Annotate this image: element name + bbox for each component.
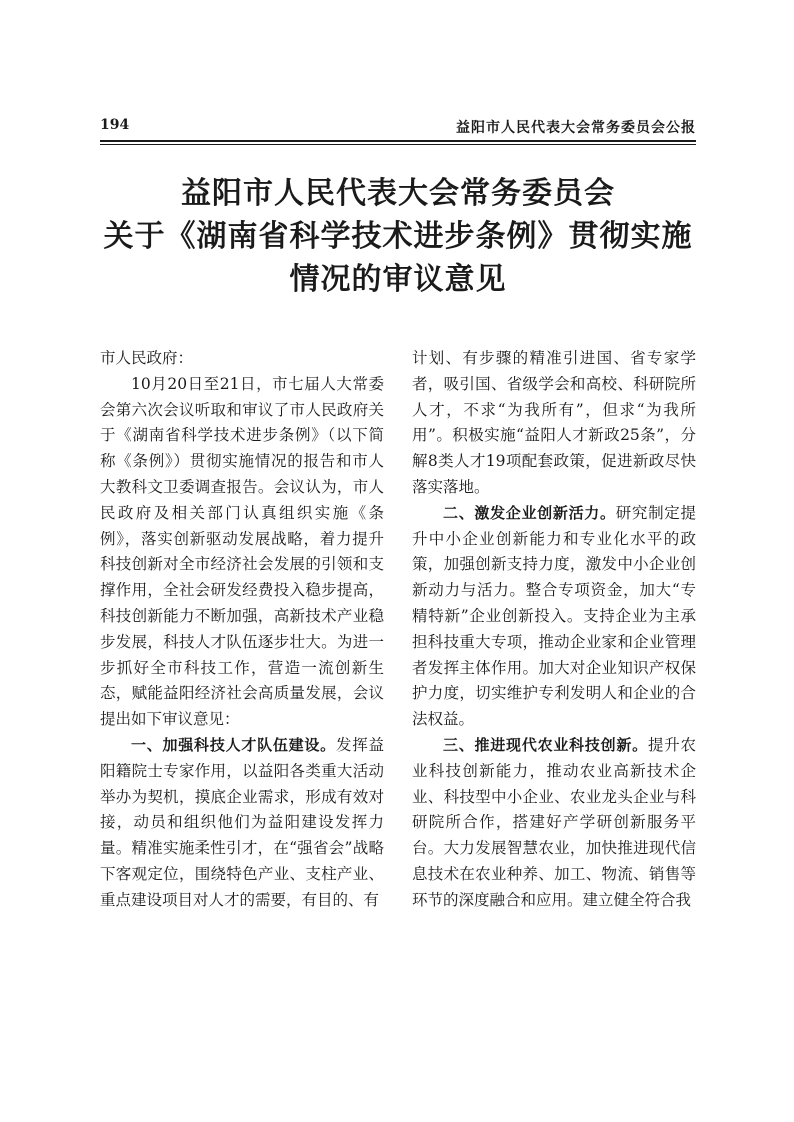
section-heading: 三、推进现代农业科技创新。 — [443, 735, 648, 754]
section-heading: 二、激发企业创新活力。 — [443, 503, 616, 522]
page-header — [100, 115, 696, 139]
title-line-1: 益阳市人民代表大会常务委员会 — [181, 176, 615, 211]
journal-title: 益阳市人民代表大会常务委员会公报 — [456, 120, 696, 136]
body-paragraph — [412, 501, 696, 733]
body-paragraph — [412, 733, 696, 914]
body-paragraph: 10月20日至21日，市七届人大常委会第六次会议听取和审议了市人民政府关于《湖南省科学技术进步条例》（以下简称《条例》）贯彻实施情况的报告和市人大教科文卫委调查报告。会议认为，市人民政府及相关部门认真组织实施《条例》，落实创新驱动发展战略，着力提升科技创新对全市经济社会发展的引领和支撑作用，全社会研发经费投入稳步提高，科技创新能力不断加强，高新技术产业稳步发展，科技人才队伍逐步壮大。为进一步抓好全市科技工作，营造一流创新生态，赋能益阳经济社会高质量发展，会议提出如下审议意见： — [100, 374, 384, 729]
body-paragraph: 计划、有步骤的精准引进国、省专家学者，吸引国、省级学会和高校、科研院所人才，不求“为我所有”，但求“为我所用”。积极实施“益阳人才新政25条”，分解8类人才19项配套政策，促进新政尽快落实落地。 — [412, 349, 696, 496]
section-text: 发挥益阳籍院士专家作用，以益阳各类重大活动举办为契机，摸底企业需求，形成有效对接，动员和组织他们为益阳建设发挥力量。精准实施柔性引才，在“强省会”战略下客观定位，围绕特色产业、支柱产业、重点建设项目对人才的需要，有目的、有 — [100, 735, 384, 909]
salutation: 市人民政府： — [100, 349, 194, 367]
section-heading: 一、加强科技人才队伍建设。 — [131, 735, 336, 754]
left-column — [100, 346, 384, 914]
right-column — [412, 346, 696, 914]
page-number: 194 — [100, 117, 130, 133]
title-line-3: 情况的审议意见 — [289, 262, 507, 297]
section-text: 研究制定提升中小企业创新能力和专业化水平的政策，加强创新支持力度，激发中小企业创新动力与活力。整合专项资金，加大“专精特新”企业创新投入。支持企业为主承担科技重大专项，推动企业家和企业管理者发挥主体作用。加大对企业知识产权保护力度，切实维护专利发明人和企业的合法权益。 — [412, 503, 696, 729]
body-paragraph — [100, 733, 384, 914]
section-text: 提升农业科技创新能力，推动农业高新技术企业、科技型中小企业、农业龙头企业与科研院所合作，搭建好产学研创新服务平台。大力发展智慧农业，加快推进现代信息技术在农业种养、加工、物流、销售等环节的深度融合和应用。建立健全符合我 — [412, 735, 696, 909]
title-line-2: 关于《湖南省科学技术进步条例》贯彻实施 — [103, 219, 693, 254]
header-rule-thin — [100, 144, 696, 145]
document-title — [100, 172, 696, 301]
header-rule — [100, 140, 696, 142]
